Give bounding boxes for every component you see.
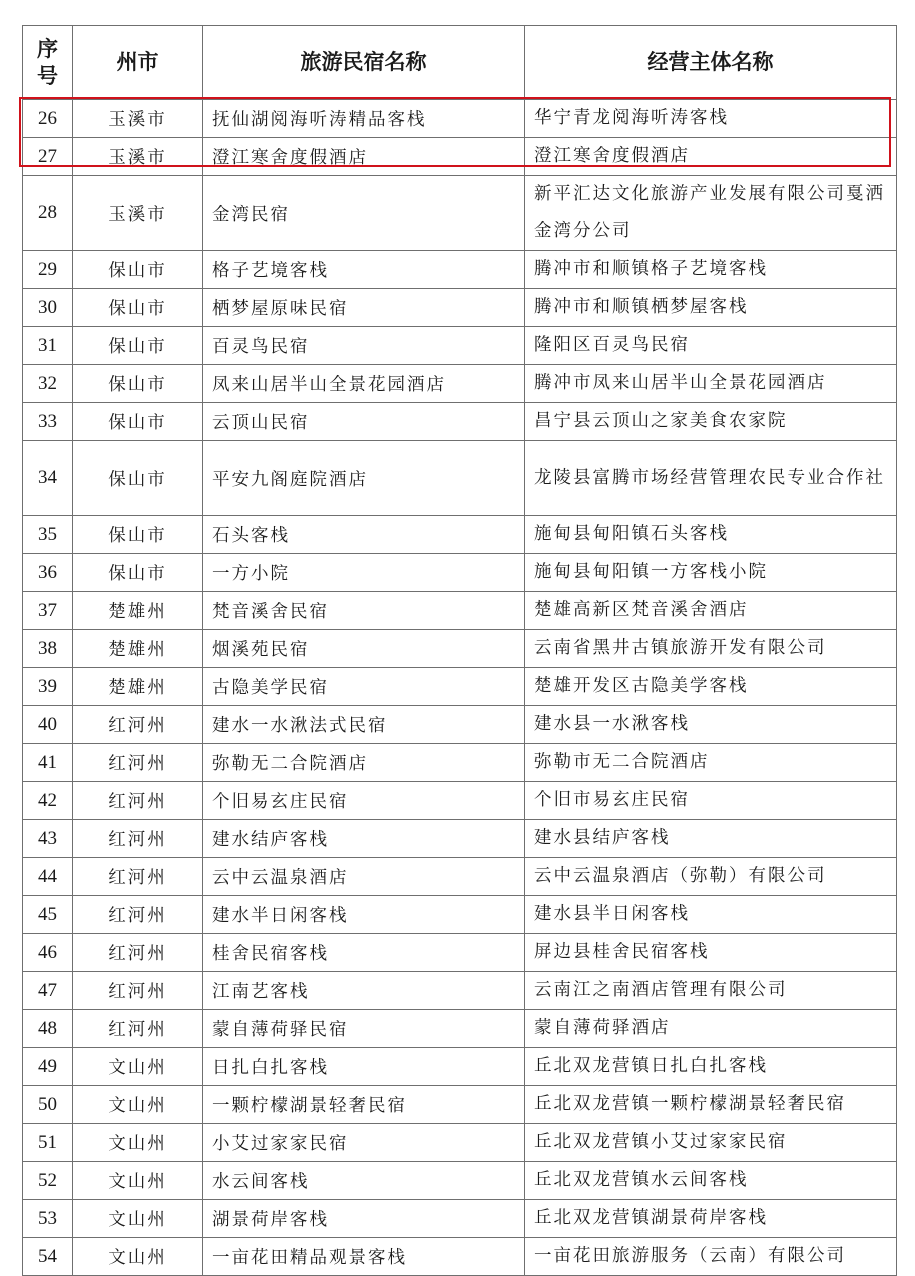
seq-cell: 27 bbox=[23, 138, 73, 176]
table-row bbox=[23, 1086, 897, 1124]
homestay-name-cell: 蒙自薄荷驿民宿 bbox=[203, 1010, 525, 1048]
table-row bbox=[23, 516, 897, 554]
seq-cell: 50 bbox=[23, 1086, 73, 1124]
city-cell: 红河州 bbox=[73, 858, 203, 896]
seq-cell: 47 bbox=[23, 972, 73, 1010]
seq-cell: 31 bbox=[23, 327, 73, 365]
table-row bbox=[23, 1238, 897, 1276]
table-row bbox=[23, 934, 897, 972]
homestay-name-cell: 一颗柠檬湖景轻奢民宿 bbox=[203, 1086, 525, 1124]
seq-cell: 26 bbox=[23, 100, 73, 138]
homestay-name-cell: 日扎白扎客栈 bbox=[203, 1048, 525, 1086]
homestay-name-cell: 凤来山居半山全景花园酒店 bbox=[203, 365, 525, 403]
homestay-name-cell: 云顶山民宿 bbox=[203, 403, 525, 441]
city-cell: 文山州 bbox=[73, 1124, 203, 1162]
city-cell: 保山市 bbox=[73, 554, 203, 592]
seq-cell: 35 bbox=[23, 516, 73, 554]
seq-cell: 51 bbox=[23, 1124, 73, 1162]
operator-name-cell: 丘北双龙营镇日扎白扎客栈 bbox=[525, 1048, 897, 1086]
operator-name-cell: 楚雄高新区梵音溪舍酒店 bbox=[525, 592, 897, 630]
header-operator-name: 经营主体名称 bbox=[525, 26, 897, 100]
homestay-name-cell: 个旧易玄庄民宿 bbox=[203, 782, 525, 820]
city-cell: 文山州 bbox=[73, 1238, 203, 1276]
homestay-name-cell: 桂舍民宿客栈 bbox=[203, 934, 525, 972]
operator-name-cell: 建水县结庐客栈 bbox=[525, 820, 897, 858]
seq-cell: 43 bbox=[23, 820, 73, 858]
seq-cell: 30 bbox=[23, 289, 73, 327]
city-cell: 保山市 bbox=[73, 289, 203, 327]
city-cell: 红河州 bbox=[73, 744, 203, 782]
operator-name-cell: 腾冲市和顺镇栖梦屋客栈 bbox=[525, 289, 897, 327]
operator-name-cell: 蒙自薄荷驿酒店 bbox=[525, 1010, 897, 1048]
operator-name-cell: 云南江之南酒店管理有限公司 bbox=[525, 972, 897, 1010]
homestay-name-cell: 建水结庐客栈 bbox=[203, 820, 525, 858]
homestay-name-cell: 弥勒无二合院酒店 bbox=[203, 744, 525, 782]
table-body bbox=[23, 100, 897, 1276]
operator-name-cell: 一亩花田旅游服务（云南）有限公司 bbox=[525, 1238, 897, 1276]
operator-name-cell: 施甸县甸阳镇一方客栈小院 bbox=[525, 554, 897, 592]
operator-name-cell: 丘北双龙营镇小艾过家家民宿 bbox=[525, 1124, 897, 1162]
operator-name-cell: 弥勒市无二合院酒店 bbox=[525, 744, 897, 782]
seq-cell: 39 bbox=[23, 668, 73, 706]
city-cell: 红河州 bbox=[73, 1010, 203, 1048]
city-cell: 文山州 bbox=[73, 1048, 203, 1086]
table-row bbox=[23, 668, 897, 706]
table-row bbox=[23, 706, 897, 744]
city-cell: 保山市 bbox=[73, 327, 203, 365]
seq-cell: 28 bbox=[23, 176, 73, 251]
city-cell: 红河州 bbox=[73, 972, 203, 1010]
homestay-name-cell: 云中云温泉酒店 bbox=[203, 858, 525, 896]
operator-name-cell: 建水县一水湫客栈 bbox=[525, 706, 897, 744]
city-cell: 红河州 bbox=[73, 896, 203, 934]
city-cell: 文山州 bbox=[73, 1086, 203, 1124]
city-cell: 楚雄州 bbox=[73, 630, 203, 668]
seq-cell: 36 bbox=[23, 554, 73, 592]
homestay-name-cell: 江南艺客栈 bbox=[203, 972, 525, 1010]
seq-cell: 42 bbox=[23, 782, 73, 820]
table-row bbox=[23, 365, 897, 403]
seq-cell: 38 bbox=[23, 630, 73, 668]
homestay-name-cell: 栖梦屋原味民宿 bbox=[203, 289, 525, 327]
city-cell: 文山州 bbox=[73, 1162, 203, 1200]
operator-name-cell: 云中云温泉酒店（弥勒）有限公司 bbox=[525, 858, 897, 896]
city-cell: 保山市 bbox=[73, 403, 203, 441]
table-row bbox=[23, 744, 897, 782]
table-row bbox=[23, 782, 897, 820]
table-row bbox=[23, 820, 897, 858]
seq-cell: 33 bbox=[23, 403, 73, 441]
homestay-list-table bbox=[22, 25, 897, 1276]
homestay-name-cell: 一方小院 bbox=[203, 554, 525, 592]
table-row bbox=[23, 403, 897, 441]
table-row bbox=[23, 1048, 897, 1086]
table-row bbox=[23, 554, 897, 592]
table-row bbox=[23, 327, 897, 365]
seq-cell: 49 bbox=[23, 1048, 73, 1086]
header-city: 州市 bbox=[73, 26, 203, 100]
operator-name-cell: 施甸县甸阳镇石头客栈 bbox=[525, 516, 897, 554]
operator-name-cell: 昌宁县云顶山之家美食农家院 bbox=[525, 403, 897, 441]
city-cell: 保山市 bbox=[73, 251, 203, 289]
homestay-name-cell: 百灵鸟民宿 bbox=[203, 327, 525, 365]
homestay-name-cell: 古隐美学民宿 bbox=[203, 668, 525, 706]
homestay-name-cell: 平安九阁庭院酒店 bbox=[203, 441, 525, 516]
city-cell: 玉溪市 bbox=[73, 176, 203, 251]
table-row bbox=[23, 100, 897, 138]
homestay-name-cell: 建水半日闲客栈 bbox=[203, 896, 525, 934]
city-cell: 红河州 bbox=[73, 706, 203, 744]
operator-name-cell: 楚雄开发区古隐美学客栈 bbox=[525, 668, 897, 706]
operator-name-cell: 龙陵县富腾市场经营管理农民专业合作社 bbox=[525, 441, 897, 516]
operator-name-cell: 屏边县桂舍民宿客栈 bbox=[525, 934, 897, 972]
table-row bbox=[23, 1162, 897, 1200]
operator-name-cell: 丘北双龙营镇湖景荷岸客栈 bbox=[525, 1200, 897, 1238]
table-row bbox=[23, 441, 897, 516]
seq-cell: 54 bbox=[23, 1238, 73, 1276]
operator-name-cell: 新平汇达文化旅游产业发展有限公司戛洒金湾分公司 bbox=[525, 176, 897, 251]
table-header-row bbox=[23, 26, 897, 100]
table-row bbox=[23, 896, 897, 934]
operator-name-cell: 云南省黑井古镇旅游开发有限公司 bbox=[525, 630, 897, 668]
table-row bbox=[23, 858, 897, 896]
homestay-name-cell: 小艾过家家民宿 bbox=[203, 1124, 525, 1162]
table-row bbox=[23, 592, 897, 630]
city-cell: 红河州 bbox=[73, 820, 203, 858]
homestay-name-cell: 建水一水湫法式民宿 bbox=[203, 706, 525, 744]
homestay-name-cell: 梵音溪舍民宿 bbox=[203, 592, 525, 630]
city-cell: 保山市 bbox=[73, 365, 203, 403]
city-cell: 楚雄州 bbox=[73, 592, 203, 630]
operator-name-cell: 澄江寒舍度假酒店 bbox=[525, 138, 897, 176]
seq-cell: 41 bbox=[23, 744, 73, 782]
city-cell: 保山市 bbox=[73, 516, 203, 554]
operator-name-cell: 丘北双龙营镇一颗柠檬湖景轻奢民宿 bbox=[525, 1086, 897, 1124]
city-cell: 保山市 bbox=[73, 441, 203, 516]
seq-cell: 37 bbox=[23, 592, 73, 630]
homestay-name-cell: 水云间客栈 bbox=[203, 1162, 525, 1200]
table-row bbox=[23, 630, 897, 668]
seq-cell: 48 bbox=[23, 1010, 73, 1048]
table-row bbox=[23, 138, 897, 176]
city-cell: 玉溪市 bbox=[73, 138, 203, 176]
operator-name-cell: 华宁青龙阅海听涛客栈 bbox=[525, 100, 897, 138]
seq-cell: 45 bbox=[23, 896, 73, 934]
operator-name-cell: 腾冲市和顺镇格子艺境客栈 bbox=[525, 251, 897, 289]
table-row bbox=[23, 251, 897, 289]
header-homestay-name: 旅游民宿名称 bbox=[203, 26, 525, 100]
homestay-name-cell: 一亩花田精品观景客栈 bbox=[203, 1238, 525, 1276]
seq-cell: 52 bbox=[23, 1162, 73, 1200]
operator-name-cell: 腾冲市凤来山居半山全景花园酒店 bbox=[525, 365, 897, 403]
homestay-name-cell: 澄江寒舍度假酒店 bbox=[203, 138, 525, 176]
seq-cell: 32 bbox=[23, 365, 73, 403]
table-row bbox=[23, 289, 897, 327]
seq-cell: 34 bbox=[23, 441, 73, 516]
operator-name-cell: 建水县半日闲客栈 bbox=[525, 896, 897, 934]
homestay-name-cell: 湖景荷岸客栈 bbox=[203, 1200, 525, 1238]
table-row bbox=[23, 1124, 897, 1162]
operator-name-cell: 丘北双龙营镇水云间客栈 bbox=[525, 1162, 897, 1200]
header-seq bbox=[23, 26, 73, 100]
city-cell: 楚雄州 bbox=[73, 668, 203, 706]
seq-cell: 53 bbox=[23, 1200, 73, 1238]
seq-cell: 29 bbox=[23, 251, 73, 289]
table-row bbox=[23, 1200, 897, 1238]
header-seq-text: 序 号 bbox=[37, 36, 58, 88]
table-row bbox=[23, 1010, 897, 1048]
seq-cell: 46 bbox=[23, 934, 73, 972]
city-cell: 红河州 bbox=[73, 782, 203, 820]
city-cell: 玉溪市 bbox=[73, 100, 203, 138]
table-row bbox=[23, 176, 897, 251]
homestay-name-cell: 石头客栈 bbox=[203, 516, 525, 554]
city-cell: 文山州 bbox=[73, 1200, 203, 1238]
seq-cell: 44 bbox=[23, 858, 73, 896]
table-row bbox=[23, 972, 897, 1010]
homestay-name-cell: 抚仙湖阅海听涛精品客栈 bbox=[203, 100, 525, 138]
homestay-name-cell: 烟溪苑民宿 bbox=[203, 630, 525, 668]
operator-name-cell: 个旧市易玄庄民宿 bbox=[525, 782, 897, 820]
city-cell: 红河州 bbox=[73, 934, 203, 972]
seq-cell: 40 bbox=[23, 706, 73, 744]
operator-name-cell: 隆阳区百灵鸟民宿 bbox=[525, 327, 897, 365]
homestay-name-cell: 格子艺境客栈 bbox=[203, 251, 525, 289]
homestay-name-cell: 金湾民宿 bbox=[203, 176, 525, 251]
